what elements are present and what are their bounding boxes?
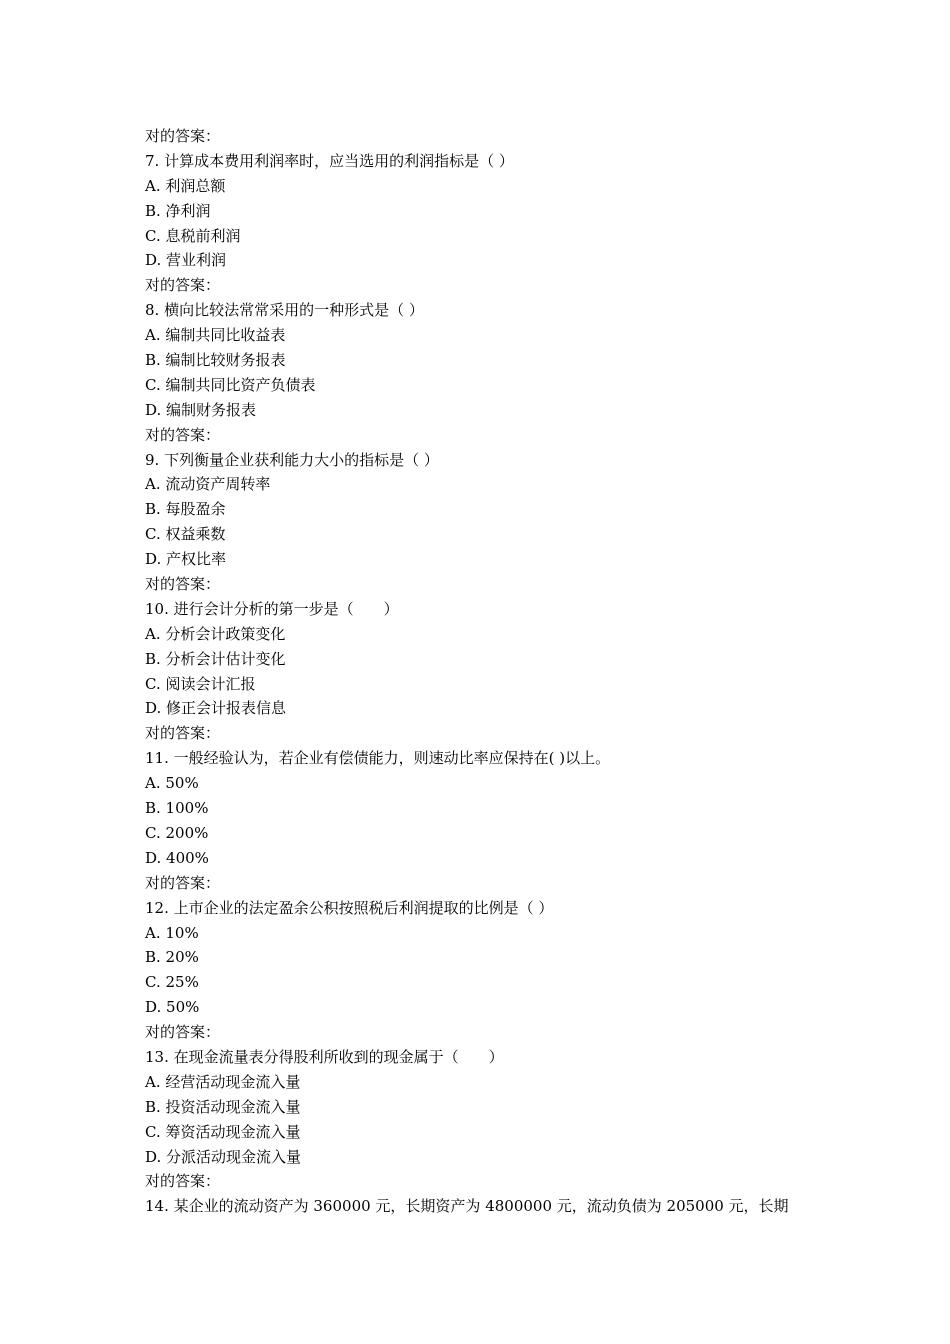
option-12b: B. 20% xyxy=(145,948,199,967)
option-10d: D. 修正会计报表信息 xyxy=(145,699,287,718)
option-10a: A. 分析会计政策变化 xyxy=(145,624,286,643)
option-8d: D. 编制财务报表 xyxy=(145,400,257,419)
option-10c: C. 阅读会计汇报 xyxy=(145,674,256,693)
option-11a: A. 50% xyxy=(145,774,199,793)
option-10b: B. 分析会计估计变化 xyxy=(145,649,286,668)
answer-label: 对的答案： xyxy=(145,127,221,145)
option-13d: D. 分派活动现金流入量 xyxy=(145,1147,302,1166)
option-11d: D. 400% xyxy=(145,848,209,867)
answer-label: 对的答案： xyxy=(145,276,221,295)
answer-label: 对的答案： xyxy=(145,425,221,444)
option-7c: C. 息税前利润 xyxy=(145,226,241,245)
option-9c: C. 权益乘数 xyxy=(145,525,226,544)
question-13: 13. 在现金流量表分得股利所收到的现金属于（ ） xyxy=(145,1047,504,1066)
answer-label: 对的答案： xyxy=(145,1023,221,1042)
option-13a: A. 经营活动现金流入量 xyxy=(145,1072,301,1091)
question-10: 10. 进行会计分析的第一步是（ ） xyxy=(145,599,399,618)
option-7a: A. 利润总额 xyxy=(145,176,226,195)
option-9b: B. 每股盈余 xyxy=(145,500,226,519)
question-12: 12. 上市企业的法定盈余公积按照税后利润提取的比例是（ ） xyxy=(145,898,554,917)
option-12c: C. 25% xyxy=(145,973,199,992)
option-8b: B. 编制比较财务报表 xyxy=(145,351,286,370)
option-7b: B. 净利润 xyxy=(145,201,211,220)
option-9d: D. 产权比率 xyxy=(145,550,227,569)
option-12d: D. 50% xyxy=(145,998,200,1017)
answer-label: 对的答案： xyxy=(145,575,221,594)
document-body xyxy=(145,124,825,1219)
question-9: 9. 下列衡量企业获利能力大小的指标是（ ） xyxy=(145,450,439,469)
option-13b: B. 投资活动现金流入量 xyxy=(145,1097,301,1116)
question-11: 11. 一般经验认为，若企业有偿债能力，则速动比率应保持在( )以上。 xyxy=(145,749,611,768)
answer-label: 对的答案： xyxy=(145,724,221,743)
option-9a: A. 流动资产周转率 xyxy=(145,475,271,494)
option-11b: B. 100% xyxy=(145,799,209,818)
option-8c: C. 编制共同比资产负债表 xyxy=(145,375,316,394)
answer-label: 对的答案： xyxy=(145,873,221,892)
answer-label: 对的答案： xyxy=(145,1172,221,1191)
option-12a: A. 10% xyxy=(145,923,199,942)
option-7d: D. 营业利润 xyxy=(145,251,227,270)
option-13c: C. 筹资活动现金流入量 xyxy=(145,1122,301,1141)
question-8: 8. 横向比较法常常采用的一种形式是（ ） xyxy=(145,301,424,320)
option-8a: A. 编制共同比收益表 xyxy=(145,326,286,345)
option-11c: C. 200% xyxy=(145,823,209,842)
question-7: 7. 计算成本费用利润率时，应当选用的利润指标是（ ） xyxy=(145,151,514,170)
question-14: 14. 某企业的流动资产为 360000 元，长期资产为 4800000 元，流动负债为 205000 元，长期 xyxy=(145,1197,789,1216)
